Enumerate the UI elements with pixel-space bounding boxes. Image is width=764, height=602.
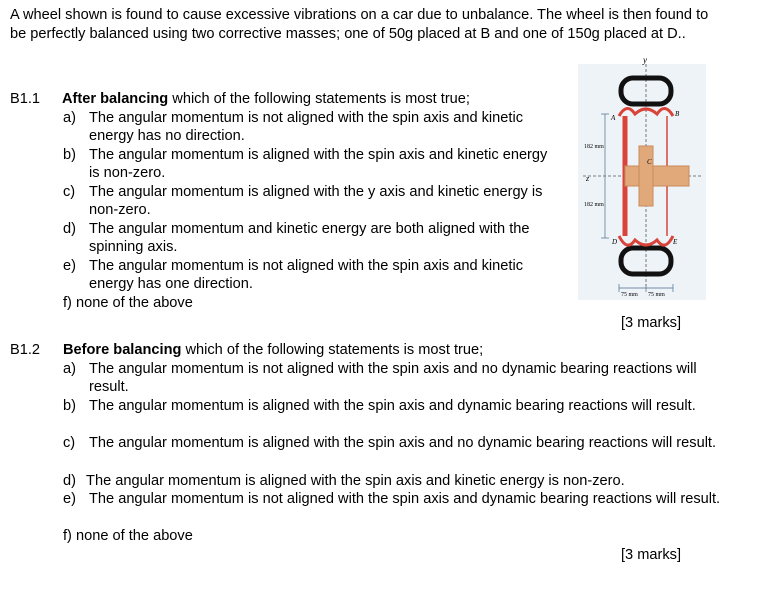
question-b1-1-option-b[interactable]	[63, 146, 553, 182]
option-text: The angular momentum is not aligned with the spin axis and kinetic energy has one direction.	[89, 258, 523, 292]
question-b1-1-option-f[interactable]	[63, 294, 193, 312]
question-b1-1-marks: [3 marks]	[621, 315, 682, 331]
question-b1-1-option-e[interactable]	[63, 257, 533, 293]
hub-horizontal	[625, 166, 689, 186]
option-letter: b)	[63, 398, 76, 414]
option-letter: d)	[63, 473, 76, 489]
label-point-d: D	[612, 238, 618, 246]
option-letter: c)	[63, 184, 76, 200]
y-axis-label: y	[643, 56, 647, 65]
label-point-a: A	[611, 114, 616, 122]
question-b1-1-prompt-rest: which of the following statements is most true;	[168, 91, 470, 107]
question-b1-1-option-a[interactable]	[63, 109, 533, 145]
dimension-right-label: 75 mm	[648, 292, 665, 298]
option-letter: e)	[63, 491, 76, 507]
wheel-diagram	[575, 56, 708, 302]
option-text: The angular momentum is aligned with the y axis and kinetic energy is non-zero.	[89, 184, 543, 218]
option-text: none of the above	[75, 295, 193, 311]
question-b1-1-prompt-bold: After balancing	[62, 91, 169, 107]
option-text: The angular momentum is aligned with the spin axis and kinetic energy is non-zero.	[89, 147, 548, 181]
hub-vertical	[639, 146, 653, 206]
question-b1-2-option-f[interactable]	[63, 527, 193, 545]
option-letter: f)	[63, 528, 72, 544]
question-b1-2-prompt-rest: which of the following statements is most true;	[181, 342, 484, 358]
question-b1-2-option-a[interactable]	[63, 360, 703, 396]
option-text: The angular momentum is not aligned with the spin axis and no dynamic bearing reactions will result.	[89, 361, 697, 395]
question-b1-2-number: B1.2	[10, 342, 41, 358]
question-b1-1-prompt	[62, 90, 470, 108]
z-axis-label: z	[586, 174, 590, 183]
label-point-e: E	[673, 238, 678, 246]
question-b1-2-option-d[interactable]	[63, 472, 625, 490]
option-letter: a)	[63, 110, 76, 126]
option-letter: a)	[63, 361, 76, 377]
option-text: The angular momentum is aligned with the spin axis and no dynamic bearing reactions will result.	[89, 435, 717, 451]
question-b1-2-marks: [3 marks]	[621, 547, 682, 563]
question-b1-2-option-b[interactable]	[63, 397, 743, 415]
option-text: The angular momentum is aligned with the spin axis and kinetic energy is non-zero.	[86, 473, 625, 489]
option-letter: c)	[63, 435, 76, 451]
question-b1-1-option-d[interactable]	[63, 220, 558, 256]
intro-paragraph: A wheel shown is found to cause excessive vibrations on a car due to unbalance. The wheel is then found to be perfectly balanced using two corrective masses; one of 50g placed at B and one of 150g placed at D..	[10, 7, 709, 42]
dimension-left-label: 75 mm	[621, 292, 638, 298]
option-letter: b)	[63, 147, 76, 163]
question-b1-2-prompt-bold: Before balancing	[63, 342, 182, 358]
option-text: The angular momentum is not aligned with the spin axis and dynamic bearing reactions will result.	[89, 491, 721, 507]
option-text: The angular momentum is aligned with the spin axis and dynamic bearing reactions will result.	[89, 398, 696, 414]
option-text: none of the above	[75, 528, 193, 544]
dimension-lower-label: 182 mm	[584, 202, 604, 208]
question-b1-1-option-c[interactable]	[63, 183, 543, 219]
option-letter: d)	[63, 221, 76, 237]
question-b1-2-option-e[interactable]	[63, 490, 743, 508]
question-b1-2-prompt	[63, 341, 483, 359]
option-letter: f)	[63, 295, 72, 311]
option-text: The angular momentum and kinetic energy are both aligned with the spinning axis.	[89, 221, 530, 255]
dimension-upper-label: 182 mm	[584, 144, 604, 150]
question-b1-2-option-c[interactable]	[63, 434, 743, 452]
option-letter: e)	[63, 258, 76, 274]
question-b1-1-number: B1.1	[10, 91, 41, 107]
label-point-c: C	[647, 158, 652, 166]
option-text: The angular momentum is not aligned with the spin axis and kinetic energy has no direction.	[89, 110, 523, 144]
label-point-b: B	[675, 110, 680, 118]
